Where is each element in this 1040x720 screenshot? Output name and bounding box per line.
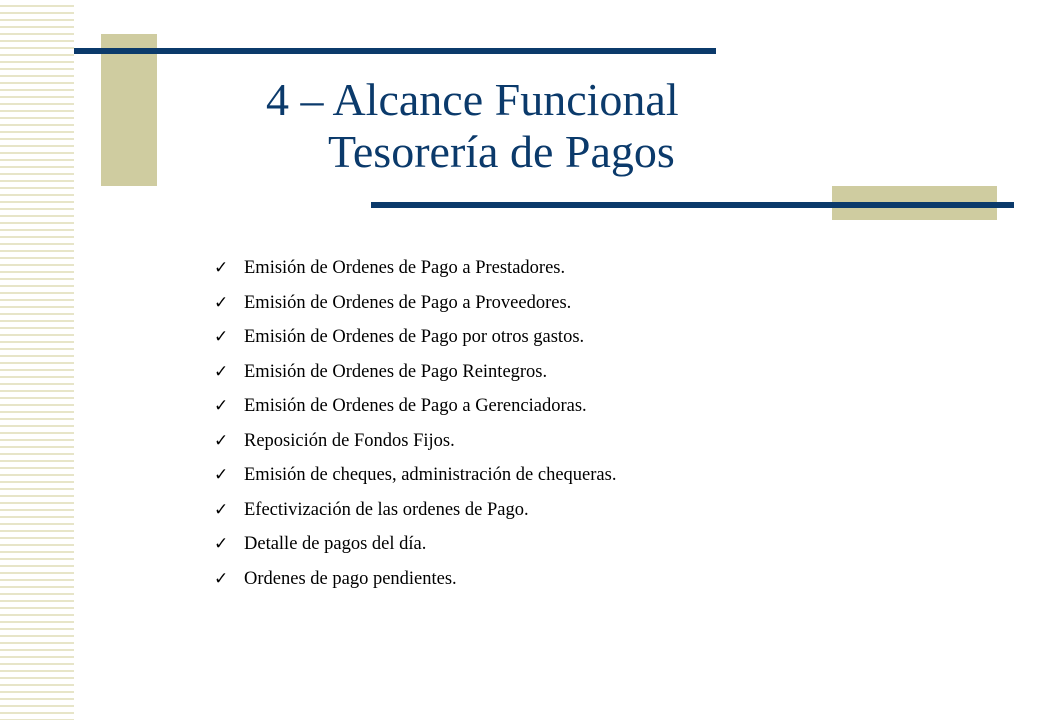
slide-title-line-1: 4 – Alcance Funcional <box>266 74 679 125</box>
check-icon: ✓ <box>214 327 229 347</box>
list-item <box>214 495 616 530</box>
list-item <box>214 564 616 599</box>
decorative-accent-block-top <box>101 34 157 186</box>
check-icon: ✓ <box>214 292 229 313</box>
list-item-text: Efectivización de las ordenes de Pago. <box>244 499 529 520</box>
list-item-text: Ordenes de pago pendientes. <box>244 568 457 589</box>
list-item <box>214 529 616 564</box>
decorative-stripe-border <box>0 0 74 720</box>
check-icon: ✓ <box>214 534 229 554</box>
list-item <box>214 357 616 392</box>
list-item <box>214 288 616 323</box>
list-item-text: Emisión de Ordenes de Pago a Proveedores. <box>244 292 572 313</box>
list-item <box>214 322 616 357</box>
list-item <box>214 391 616 426</box>
list-item <box>214 460 616 495</box>
list-item-text: Emisión de Ordenes de Pago por otros gastos. <box>244 327 585 347</box>
list-item <box>214 426 616 461</box>
slide-title <box>266 74 886 178</box>
check-icon: ✓ <box>214 258 229 278</box>
check-icon: ✓ <box>214 430 229 451</box>
check-icon: ✓ <box>214 465 229 485</box>
check-icon: ✓ <box>214 568 229 589</box>
list-item-text: Detalle de pagos del día. <box>244 534 427 554</box>
list-item-text: Reposición de Fondos Fijos. <box>244 430 455 451</box>
list-item-text: Emisión de Ordenes de Pago a Prestadores. <box>244 258 566 278</box>
check-icon: ✓ <box>214 396 229 416</box>
check-icon: ✓ <box>214 499 229 520</box>
check-icon: ✓ <box>214 361 229 382</box>
slide-title-line-2: Tesorería de Pagos <box>328 126 675 177</box>
list-item-text: Emisión de Ordenes de Pago a Gerenciadoras. <box>244 396 587 416</box>
title-rule-top <box>74 48 716 54</box>
list-item <box>214 253 616 288</box>
title-rule-bottom <box>371 202 1014 208</box>
bullet-list <box>214 253 616 598</box>
list-item-text: Emisión de Ordenes de Pago Reintegros. <box>244 361 548 382</box>
list-item-text: Emisión de cheques, administración de chequeras. <box>244 465 617 485</box>
